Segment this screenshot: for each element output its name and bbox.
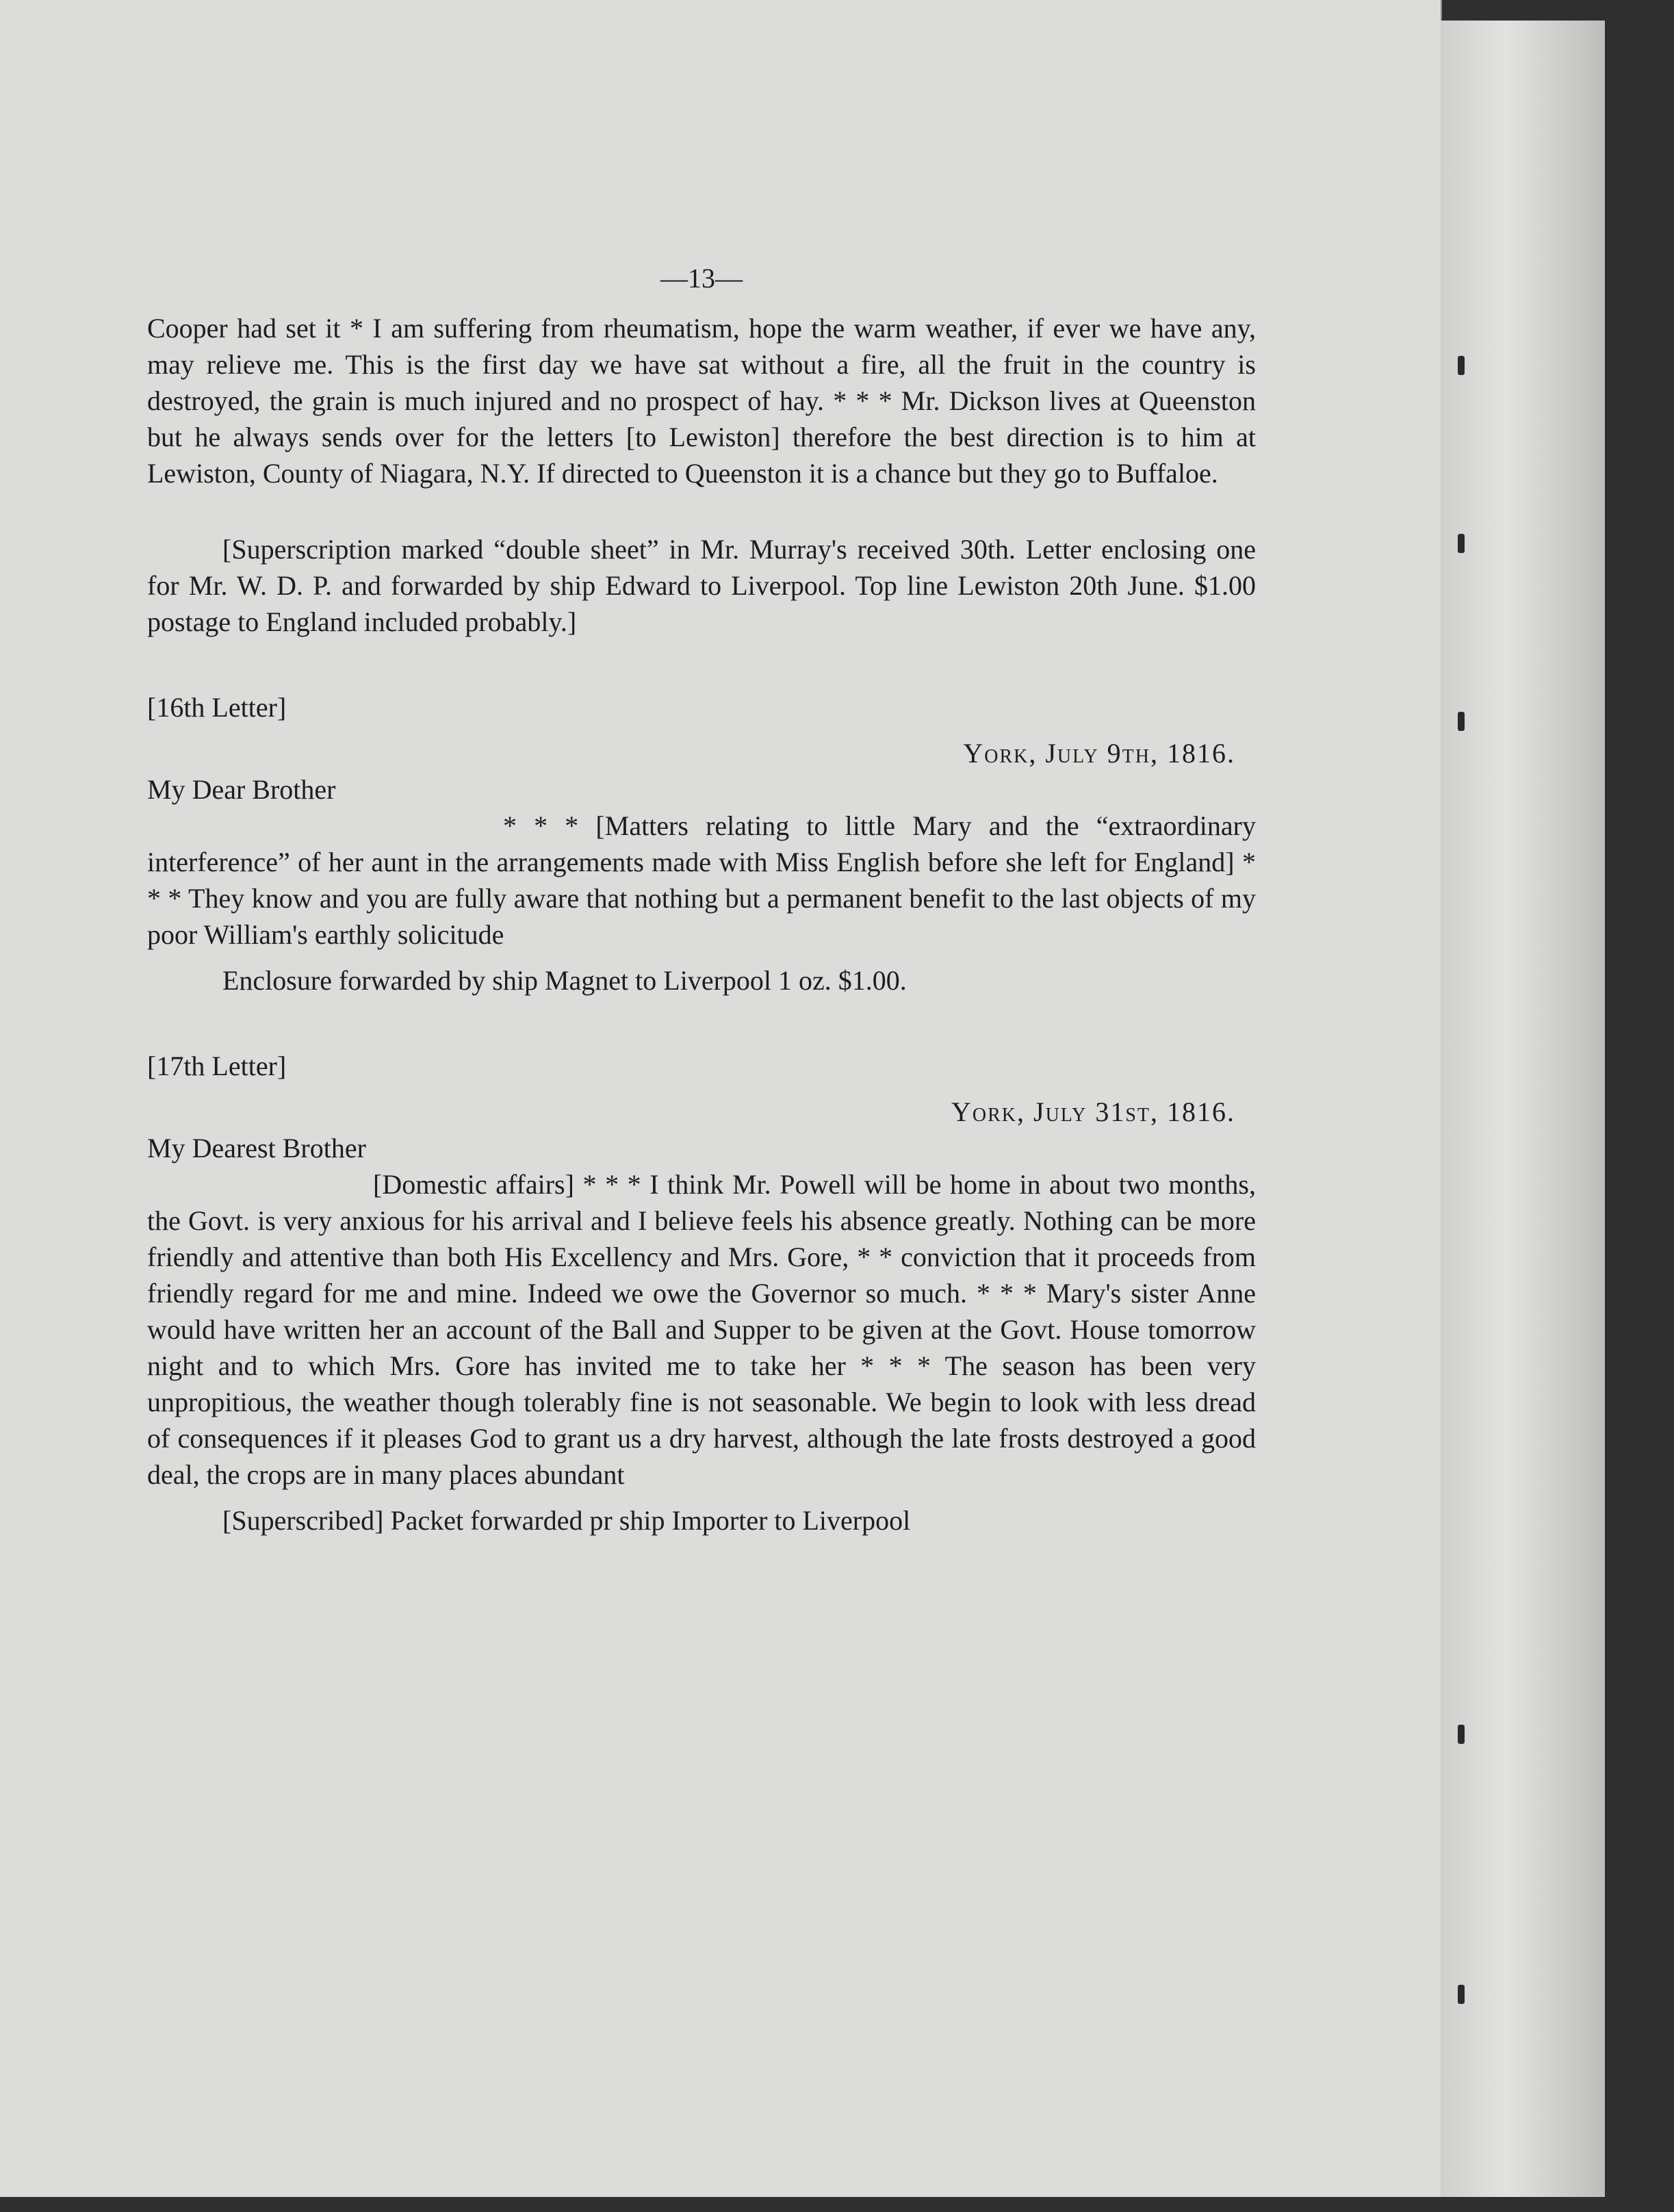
letter-17-salutation: My Dearest Brother	[147, 1133, 366, 1163]
letter-16-salutation: My Dear Brother	[147, 774, 336, 805]
book-page-edge	[1441, 21, 1605, 2197]
edge-mark	[1458, 356, 1465, 375]
letter-16-heading: [16th Letter]	[147, 692, 287, 723]
page-content	[147, 260, 1256, 1539]
edge-mark	[1458, 1725, 1465, 1744]
edge-mark	[1458, 712, 1465, 731]
letter-17-body: [Domestic affairs] * * * I think Mr. Powell will be home in about two months, the Govt. is very anxious for his arrival and I believe feels his absence greatly. Nothing can be more friendly and attentive than both His Excellency and Mrs. Gore, * * conviction that it proceeds from friendly regard for me and mine. Indeed we owe the Governor so much. * * * Mary's sister Anne would have written her an account of the Ball and Supper to be given at the Govt. House tomorrow night and to which Mrs. Gore has invited me to take her * * * The season has been very unpropitious, the weather though tolerably fine is not seasonable. We begin to look with less dread of consequences if it pleases God to grant us a dry harvest, although the late frosts destroyed a good deal, the crops are in many places abundant	[147, 1169, 1256, 1490]
letter-17-dateline: York, July 31st, 1816.	[951, 1096, 1235, 1127]
letter-16-body: * * * [Matters relating to little Mary and the “extraordinary interference” of her aunt in the arrangements made with Miss English before she left for England] * * * They know and you are fully aware that nothing but a permanent benefit to the last objects of my poor William's earthly solicitude	[147, 810, 1256, 950]
letter-continuation-paragraph: Cooper had set it * I am suffering from rheumatism, hope the warm weather, if ever we have any, may relieve me. This is the first day we have sat without a fire, all the fruit in the country is destroyed, the grain is much injured and no prospect of hay. * * * Mr. Dickson lives at Queenston but he always sends over for the letters [to Lewiston] therefore the best direction is to him at Lewiston, County of Niagara, N.Y. If directed to Queenston it is a chance but they go to Buffaloe.	[147, 313, 1256, 489]
letter-16-dateline: York, July 9th, 1816.	[963, 738, 1235, 769]
edge-mark	[1458, 534, 1465, 553]
letter-16-enclosure: Enclosure forwarded by ship Magnet to Liverpool 1 oz. $1.00.	[222, 965, 907, 996]
page-number: —13—	[660, 263, 743, 294]
letter-17-heading: [17th Letter]	[147, 1051, 287, 1081]
edge-mark	[1458, 1985, 1465, 2004]
letter-17-superscribed-note: [Superscribed] Packet forwarded pr ship Importer to Liverpool	[222, 1505, 911, 1536]
superscription-note: [Superscription marked “double sheet” in Mr. Murray's received 30th. Letter enclosing one for Mr. W. D. P. and forwarded by ship Edward to Liverpool. Top line Lewiston 20th June. $1.00 postage to England included probably.]	[147, 534, 1256, 637]
